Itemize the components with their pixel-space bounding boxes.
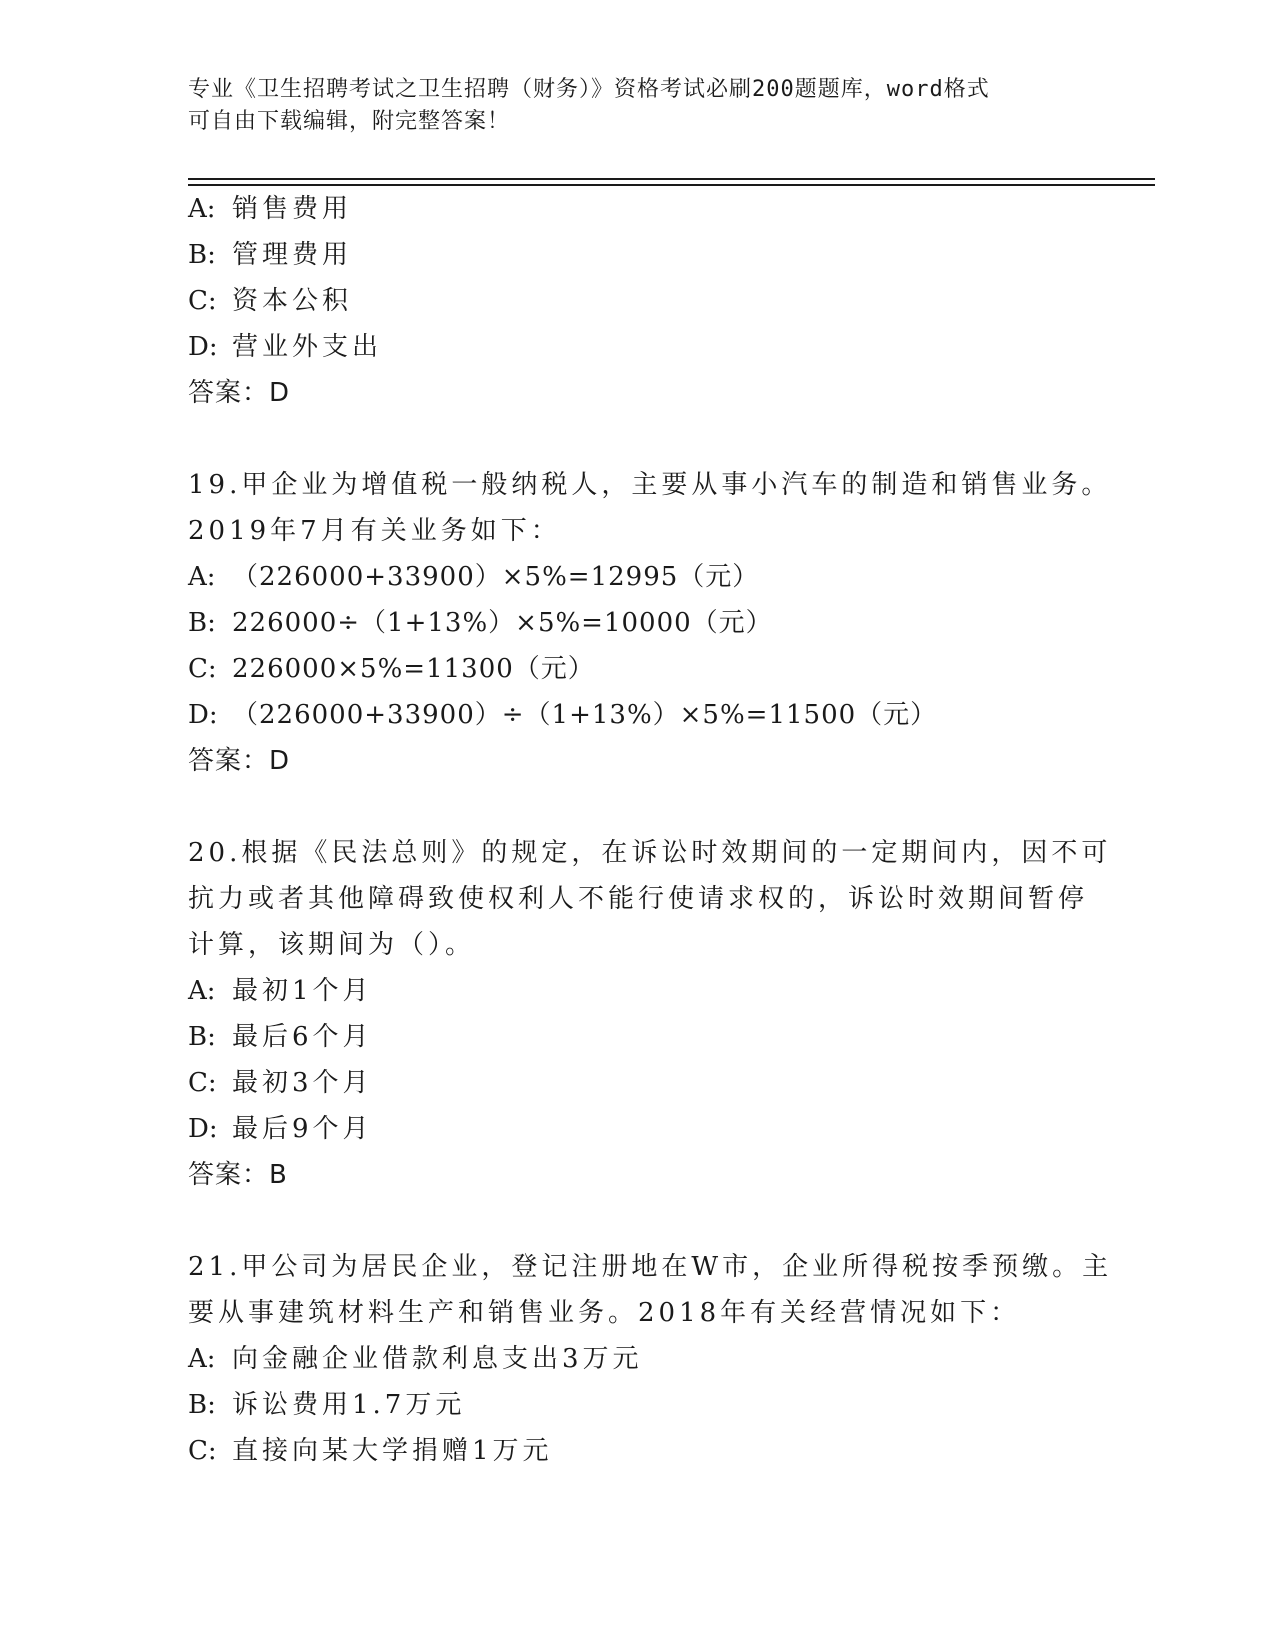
option-label: B: <box>188 608 216 638</box>
option-label: B: <box>188 1022 216 1052</box>
option-text: 诉讼费用1.7万元 <box>232 1390 466 1420</box>
question-stem: 2019年7月有关业务如下： <box>188 516 561 546</box>
question-stem: 计算，该期间为（）。 <box>188 930 476 960</box>
option-d <box>188 1106 1128 1152</box>
option-a <box>188 968 1128 1014</box>
option-label: D: <box>188 332 218 362</box>
question-stem: 抗力或者其他障碍致使权利人不能行使请求权的，诉讼时效期间暂停 <box>188 884 1089 914</box>
option-text: 226000×5%=11300（元） <box>232 654 595 684</box>
question-20 <box>188 830 1128 1198</box>
document-header <box>188 74 1088 138</box>
option-label: A: <box>188 562 216 592</box>
option-c <box>188 1428 1128 1474</box>
option-text: （226000+33900）×5%=12995（元） <box>232 562 760 592</box>
question-stem: 要从事建筑材料生产和销售业务。2018年有关经营情况如下： <box>188 1298 1021 1328</box>
option-label: C: <box>188 1436 217 1466</box>
spacer <box>188 1198 1128 1244</box>
option-a <box>188 186 1128 232</box>
question-stem: 19.甲企业为增值税一般纳税人，主要从事小汽车的制造和销售业务。 <box>188 470 1112 500</box>
option-b <box>188 600 1128 646</box>
option-a <box>188 1336 1128 1382</box>
question-list <box>188 186 1128 1474</box>
header-divider-top <box>188 178 1155 180</box>
spacer <box>188 784 1128 830</box>
option-text: 销售费用 <box>232 194 353 224</box>
answer: 答案：D <box>188 378 291 408</box>
option-text: 最初3个月 <box>232 1068 373 1098</box>
option-b <box>188 232 1128 278</box>
option-label: A: <box>188 194 216 224</box>
spacer <box>188 416 1128 462</box>
option-c <box>188 278 1128 324</box>
option-d <box>188 692 1128 738</box>
option-b <box>188 1382 1128 1428</box>
option-b <box>188 1014 1128 1060</box>
option-label: B: <box>188 1390 216 1420</box>
option-label: B: <box>188 240 216 270</box>
option-a <box>188 554 1128 600</box>
header-line-2: 可自由下载编辑，附完整答案！ <box>188 109 511 134</box>
question-stem: 20.根据《民法总则》的规定，在诉讼时效期间的一定期间内，因不可 <box>188 838 1112 868</box>
question-21 <box>188 1244 1128 1474</box>
header-line-1: 专业《卫生招聘考试之卫生招聘（财务）》资格考试必刷200题题库，word格式 <box>188 77 990 102</box>
option-text: 管理费用 <box>232 240 353 270</box>
option-text: 最后6个月 <box>232 1022 373 1052</box>
question-18 <box>188 186 1128 416</box>
option-label: C: <box>188 654 217 684</box>
option-c <box>188 646 1128 692</box>
option-text: 直接向某大学捐赠1万元 <box>232 1436 553 1466</box>
option-label: D: <box>188 700 218 730</box>
option-text: 营业外支出 <box>232 332 383 362</box>
option-text: 向金融企业借款利息支出3万元 <box>232 1344 643 1374</box>
option-label: A: <box>188 1344 216 1374</box>
option-text: 最后9个月 <box>232 1114 373 1144</box>
question-stem: 21.甲公司为居民企业，登记注册地在W市，企业所得税按季预缴。主 <box>188 1252 1113 1282</box>
option-label: A: <box>188 976 216 1006</box>
option-text: （226000+33900）÷（1+13%）×5%=11500（元） <box>232 700 938 730</box>
option-text: 资本公积 <box>232 286 353 316</box>
answer: 答案：B <box>188 1160 288 1190</box>
option-label: C: <box>188 286 217 316</box>
option-text: 226000÷（1+13%）×5%=10000（元） <box>232 608 773 638</box>
option-label: C: <box>188 1068 217 1098</box>
option-c <box>188 1060 1128 1106</box>
option-label: D: <box>188 1114 218 1144</box>
answer: 答案：D <box>188 746 291 776</box>
question-19 <box>188 462 1128 784</box>
option-text: 最初1个月 <box>232 976 373 1006</box>
option-d <box>188 324 1128 370</box>
